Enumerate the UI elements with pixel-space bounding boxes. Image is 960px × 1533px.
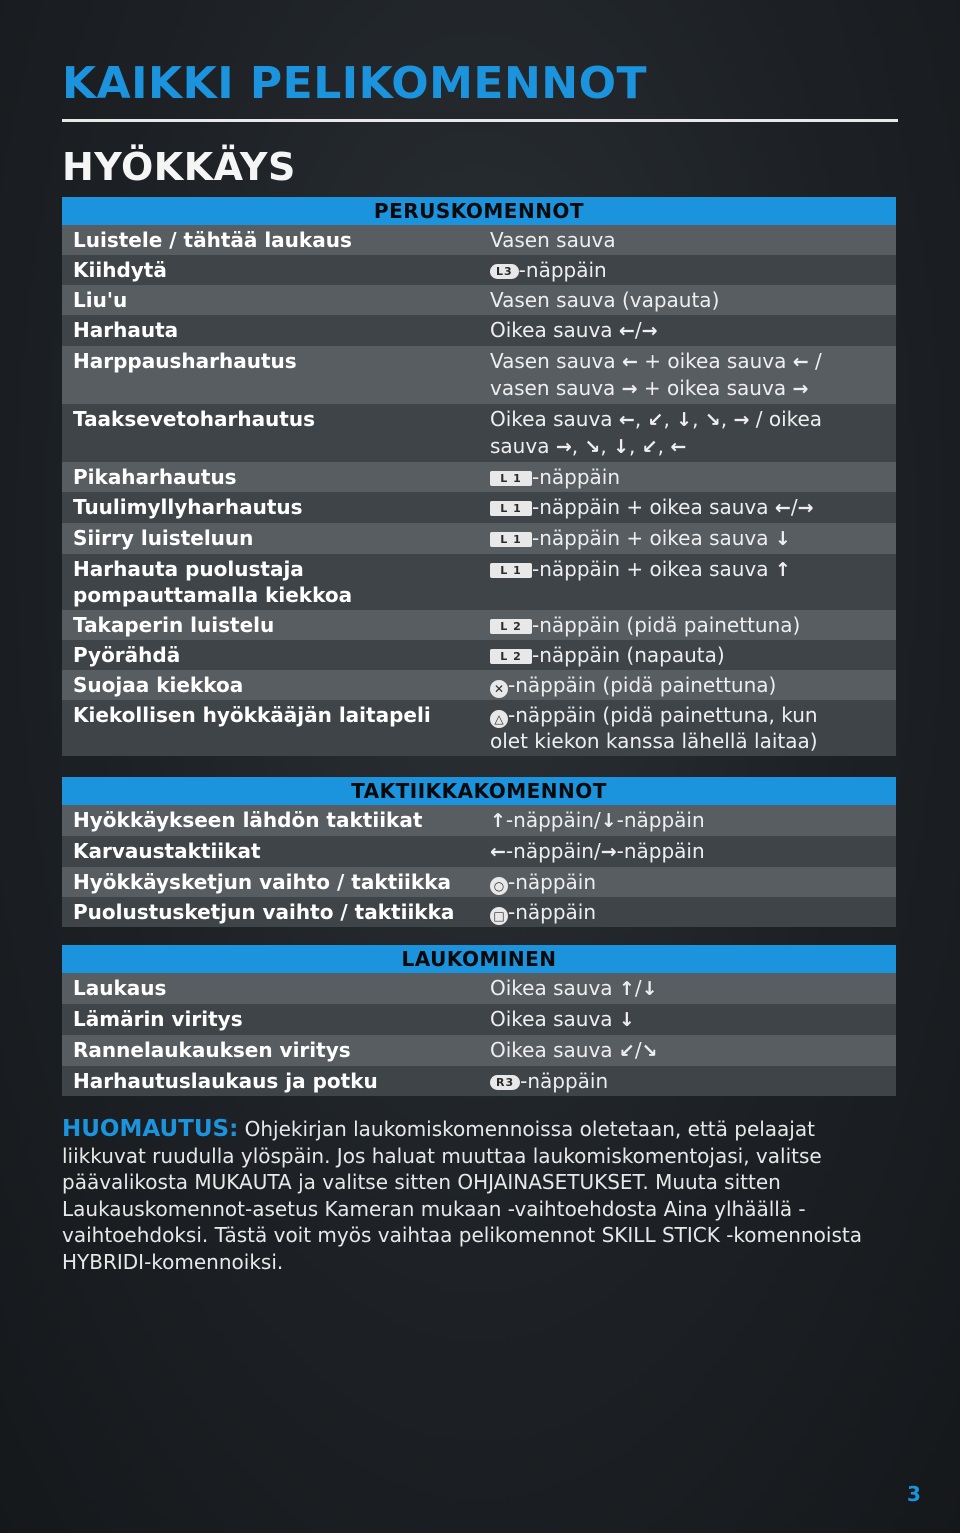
control-cell: Vasen sauva ← + oikea sauva ← / vasen sauva → + oikea sauva →	[490, 349, 822, 400]
control-cell: ○ -näppäin	[490, 869, 896, 895]
note-paragraph	[62, 1116, 898, 1275]
control-cell: ←-näppäin/→-näppäin	[490, 839, 705, 863]
basic-controls-table	[62, 197, 896, 756]
note-label: HUOMAUTUS:	[62, 1116, 239, 1142]
title-divider	[62, 119, 898, 122]
table-row	[62, 225, 896, 255]
table-row	[62, 1066, 896, 1096]
table-row	[62, 973, 896, 1004]
arrow-icon: ←	[670, 436, 687, 458]
arrow-icon: ↙	[647, 409, 664, 431]
arrow-icon: ↘	[584, 436, 601, 458]
controller-button-icon: L 1	[490, 501, 532, 516]
arrow-icon: ↑	[618, 978, 635, 1000]
controller-button-icon: L 2	[490, 619, 532, 634]
arrow-icon: ←	[618, 409, 635, 431]
action-cell: Takaperin luistelu	[73, 613, 275, 637]
table-header: LAUKOMINEN	[62, 945, 896, 973]
table-row	[62, 492, 896, 523]
control-cell: L 2 -näppäin (pidä painettuna)	[490, 612, 896, 638]
arrow-icon: ↓	[600, 810, 617, 832]
action-cell: Laukaus	[73, 976, 167, 1000]
table-row	[62, 700, 896, 756]
arrow-icon: ↑	[774, 559, 791, 581]
table-row	[62, 1004, 896, 1035]
action-cell: Pyörähdä	[73, 643, 181, 667]
face-button-icon: △	[490, 710, 508, 728]
arrow-icon: →	[792, 378, 809, 400]
controller-button-icon: R3	[490, 1075, 520, 1090]
control-cell: L3 -näppäin	[490, 257, 896, 283]
table-row	[62, 285, 896, 315]
action-cell: Hyökkäykseen lähdön taktiikat	[73, 808, 423, 832]
table-row	[62, 462, 896, 492]
section-title: HYÖKKÄYS	[62, 145, 296, 189]
action-cell: Harhauta puolustaja pompauttamalla kiekkoa	[73, 557, 353, 607]
arrow-icon: ↙	[641, 436, 658, 458]
action-cell: Hyökkäysketjun vaihto / taktiikka	[73, 870, 452, 894]
control-cell: ✕ -näppäin (pidä painettuna)	[490, 672, 896, 698]
action-cell: Taaksevetoharhautus	[73, 407, 316, 431]
face-button-icon: □	[490, 907, 508, 925]
arrow-icon: →	[621, 378, 638, 400]
table-row	[62, 554, 896, 610]
control-cell: Oikea sauva ↙/↘	[490, 1038, 658, 1062]
arrow-icon: ↓	[774, 528, 791, 550]
table-row	[62, 836, 896, 867]
arrow-icon: ←	[618, 320, 635, 342]
table-header: PERUSKOMENNOT	[62, 197, 896, 225]
arrow-icon: ↘	[641, 1040, 658, 1062]
control-cell: L 1 -näppäin + oikea sauva ←/→	[490, 494, 896, 521]
table-row	[62, 610, 896, 640]
arrow-icon: →	[797, 497, 814, 519]
control-cell: □ -näppäin	[490, 899, 896, 925]
table-row	[62, 897, 896, 927]
control-cell: Vasen sauva (vapauta)	[490, 288, 720, 312]
table-row	[62, 670, 896, 700]
arrow-icon: ←	[490, 841, 506, 863]
controller-button-icon: L 1	[490, 532, 532, 547]
arrow-icon: ↓	[641, 978, 658, 1000]
action-cell: Harhauta	[73, 318, 179, 342]
arrow-icon: →	[733, 409, 750, 431]
action-cell: Luistele / tähtää laukaus	[73, 228, 352, 252]
control-cell: Oikea sauva ↑/↓	[490, 976, 658, 1000]
action-cell: Karvaustaktiikat	[73, 839, 261, 863]
page-title: KAIKKI PELIKOMENNOT	[62, 58, 648, 109]
action-cell: Suojaa kiekkoa	[73, 673, 244, 697]
arrow-icon: →	[641, 320, 658, 342]
action-cell: Kiihdytä	[73, 258, 167, 282]
control-cell: Oikea sauva ←/→	[490, 318, 658, 342]
arrow-icon: ↓	[676, 409, 693, 431]
action-cell: Tuulimyllyharhautus	[73, 495, 303, 519]
face-button-icon: ○	[490, 877, 508, 895]
control-cell: R3 -näppäin	[490, 1068, 896, 1094]
table-row	[62, 404, 896, 462]
note-text: Ohjekirjan laukomiskomennoissa oletetaan, että pelaajat liikkuvat ruudulla ylöspäin. Jos haluat muuttaa laukomiskomentojasi, valitse päävalikosta MUKAUTA ja valitse sitten OHJAINASETUKSET. Muuta sitten Laukauskomennot-asetus Kameran mukaan -vaihtoehdosta Aina ylhäällä -vaihtoehdoksi. Tästä voit myös vaihtaa pelikomennot SKILL STICK -komennoista HYBRIDI-komennoiksi.	[62, 1117, 862, 1274]
table-row	[62, 346, 896, 404]
control-cell: L 1 -näppäin + oikea sauva ↓	[490, 525, 896, 552]
arrow-icon: ↘	[704, 409, 721, 431]
shooting-controls-table	[62, 945, 896, 1096]
arrow-icon: ←	[621, 351, 638, 373]
table-row	[62, 1035, 896, 1066]
action-cell: Harhautuslaukaus ja potku	[73, 1069, 378, 1093]
tactics-controls-table	[62, 777, 896, 927]
table-row	[62, 640, 896, 670]
controller-button-icon: L 1	[490, 471, 532, 486]
face-button-icon: ✕	[490, 680, 508, 698]
table-row	[62, 805, 896, 836]
table-header: TAKTIIKKAKOMENNOT	[62, 777, 896, 805]
control-cell: Oikea sauva ↓	[490, 1007, 635, 1031]
action-cell: Rannelaukauksen viritys	[73, 1038, 351, 1062]
control-cell: Vasen sauva	[490, 228, 616, 252]
control-cell: L 1 -näppäin + oikea sauva ↑	[490, 556, 896, 608]
table-row	[62, 523, 896, 554]
controller-button-icon: L3	[490, 264, 519, 279]
action-cell: Kiekollisen hyökkääjän laitapeli	[73, 703, 431, 727]
action-cell: Lämärin viritys	[73, 1007, 243, 1031]
arrow-icon: →	[555, 436, 572, 458]
arrow-icon: ↓	[618, 1009, 635, 1031]
arrow-icon: ←	[792, 351, 809, 373]
arrow-icon: ←	[774, 497, 791, 519]
control-cell: ↑-näppäin/↓-näppäin	[490, 808, 705, 832]
table-row	[62, 867, 896, 897]
control-cell: L 1 -näppäin	[490, 464, 896, 490]
action-cell: Pikaharhautus	[73, 465, 237, 489]
page-number: 3	[907, 1482, 921, 1506]
controller-button-icon: L 1	[490, 563, 532, 578]
table-row	[62, 255, 896, 285]
action-cell: Siirry luisteluun	[73, 526, 254, 550]
arrow-icon: →	[600, 841, 617, 863]
arrow-icon: ↓	[613, 436, 630, 458]
action-cell: Puolustusketjun vaihto / taktiikka	[73, 900, 455, 924]
table-row	[62, 315, 896, 346]
controller-button-icon: L 2	[490, 649, 532, 664]
action-cell: Harppausharhautus	[73, 349, 297, 373]
control-cell: L 2 -näppäin (napauta)	[490, 642, 896, 668]
action-cell: Liu'u	[73, 288, 128, 312]
control-cell: Oikea sauva ←, ↙, ↓, ↘, → / oikea sauva →, ↘, ↓, ↙, ←	[490, 407, 823, 458]
control-cell: △ -näppäin (pidä painettuna, kun olet kiekon kanssa lähellä laitaa)	[490, 703, 818, 753]
arrow-icon: ↙	[618, 1040, 635, 1062]
arrow-icon: ↑	[490, 810, 506, 832]
